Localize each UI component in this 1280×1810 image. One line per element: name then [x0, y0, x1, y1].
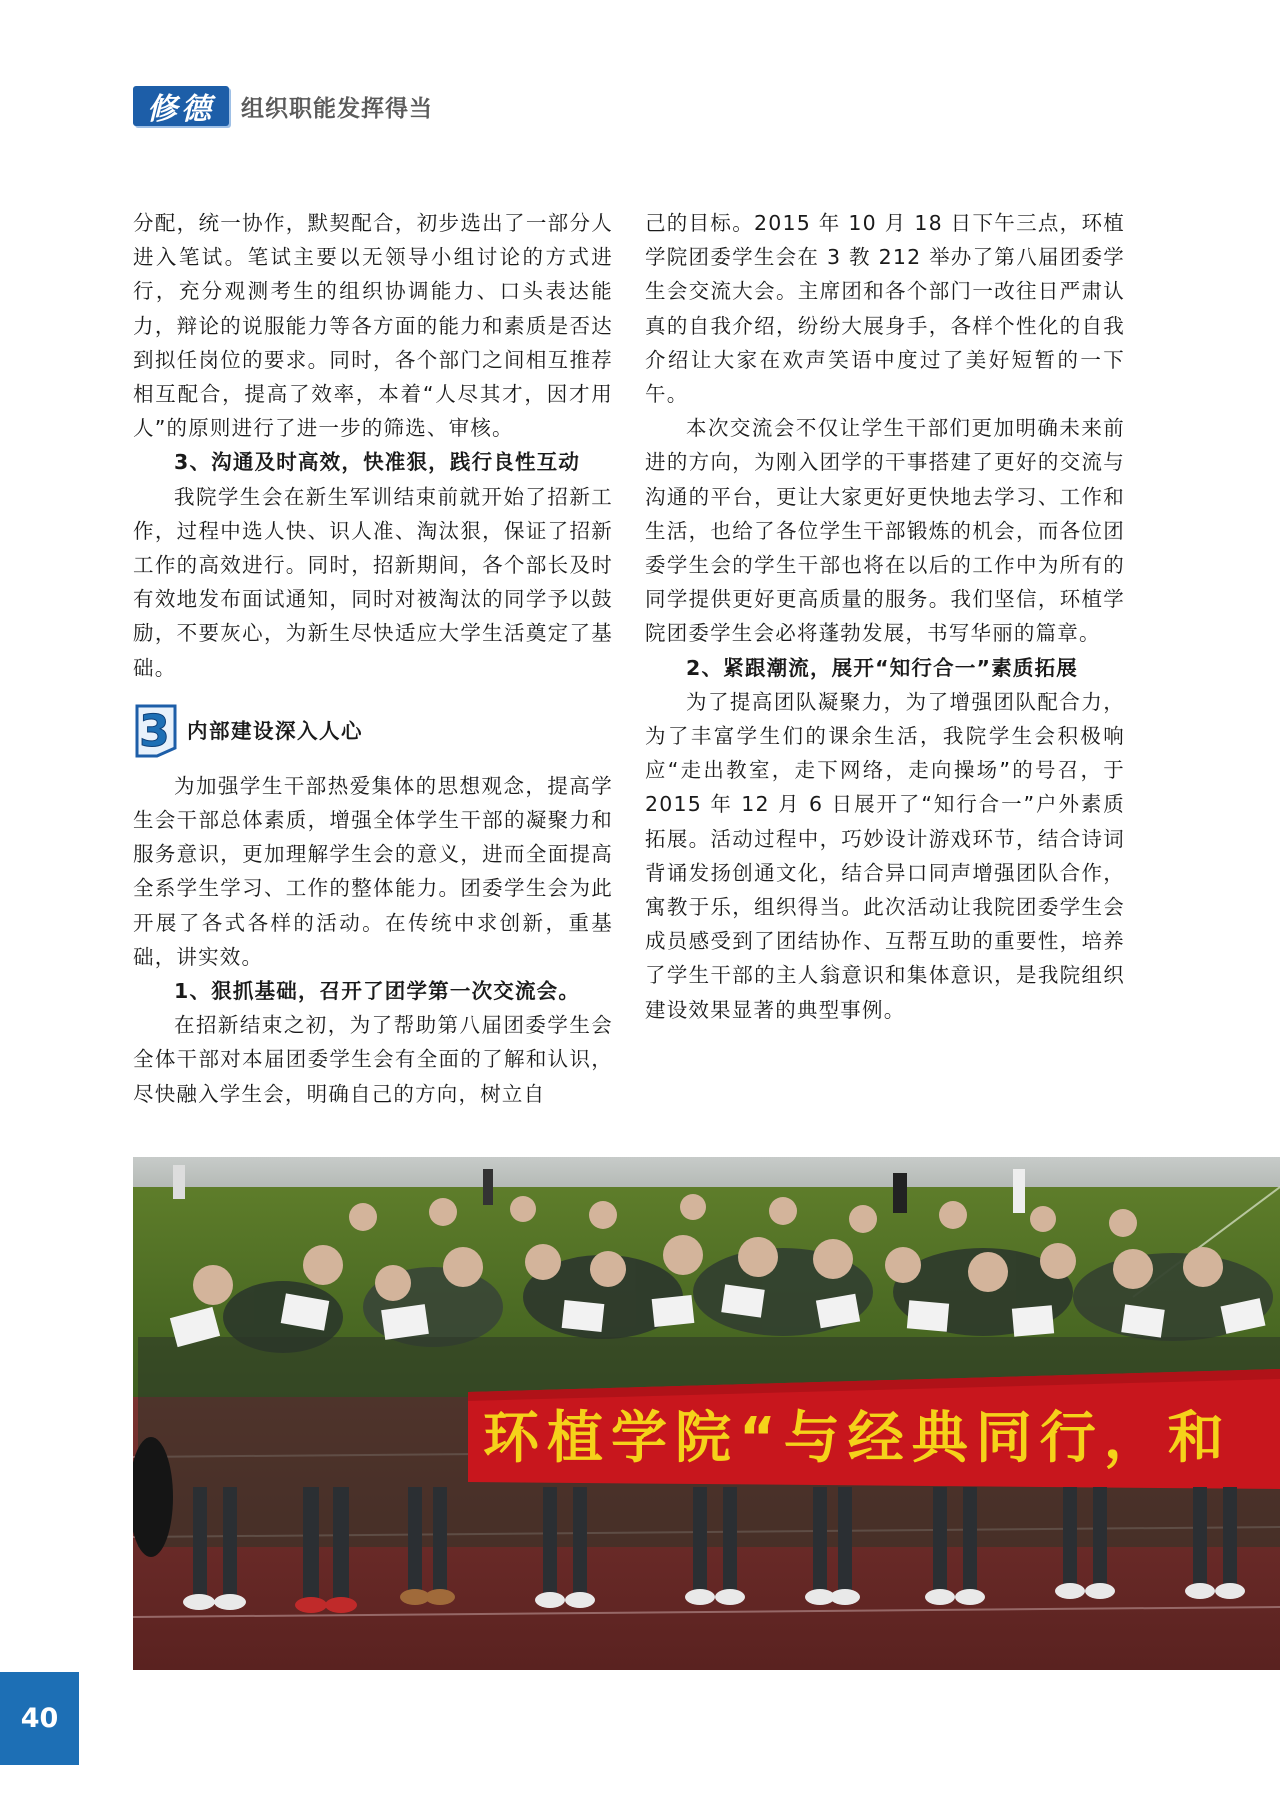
left-paragraph: 分配，统一协作，默契配合，初步选出了一部分人进入笔试。笔试主要以无领导小组讨论的方式进行，充分观测考生的组织协调能力、口头表达能力，辩论的说服能力等各方面的能力和素质是否达到拟任岗位的要求。同时，各个部门之间相互推荐相互配合，提高了效率，本着“人尽其才，因才用人”的原则进行了进一步的筛选、审核。: [133, 211, 613, 441]
event-photo: [133, 1157, 1280, 1670]
section-logo: 修德: [133, 86, 229, 126]
right-paragraph: 为了提高团队凝聚力，为了增强团队配合力，为了丰富学生们的课余生活，我院学生会积极响应“走出教室，走下网络，走向操场”的号召，于 2015 年 12 月 6 日展开了“知行合一”户外素质拓展。活动过程中，巧妙设计游戏环节，结合诗词背诵发扬创通文化，结合异口同声增强团队合作，寓教于乐，组织得当。此次活动让我院团委学生会成员感受到了团结协作、互帮互助的重要性，培养了学生干部的主人翁意识和集体意识，是我院组织建设效果显著的典型事例。: [645, 689, 1125, 1022]
section-number: 3: [139, 705, 171, 757]
left-subheading: 1、狠抓基础，召开了团学第一次交流会。: [174, 979, 581, 1004]
left-column: [133, 206, 613, 1111]
right-column: [645, 206, 1125, 1027]
right-paragraph: 本次交流会不仅让学生干部们更加明确未来前进的方向，为刚入团学的干事搭建了更好的交流与沟通的平台，更让大家更好更快地去学习、工作和生活，也给了各位学生干部锻炼的机会，而各位团委学生会的学生干部也将在以后的工作中为所有的同学提供更好更高质量的服务。我们坚信，环植学院团委学生会必将蓬勃发展，书写华丽的篇章。: [645, 416, 1125, 646]
left-subheading: 3、沟通及时高效，快准狠，践行良性互动: [174, 450, 581, 475]
right-paragraph: 己的目标。2015 年 10 月 18 日下午三点，环植学院团委学生会在 3 教 212 举办了第八届团委学生会交流大会。主席团和各个部门一改往日严肃认真的自我介绍，纷纷大展身手，各样个性化的自我介绍让大家在欢声笑语中度过了美好短暂的一下午。: [645, 211, 1125, 407]
left-paragraph: 我院学生会在新生军训结束前就开始了招新工作，过程中选人快、识人准、淘汰狠，保证了招新工作的高效进行。同时，招新期间，各个部长及时有效地发布面试通知，同时对被淘汰的同学予以鼓励，不要灰心，为新生尽快适应大学生活奠定了基础。: [133, 484, 613, 680]
section-number-badge: [133, 702, 179, 760]
left-paragraph: 在招新结束之初，为了帮助第八届团委学生会全体干部对本届团委学生会有全面的了解和认识，尽快融入学生会，明确自己的方向，树立自: [133, 1013, 613, 1106]
left-paragraph: 为加强学生干部热爱集体的思想观念，提高学生会干部总体素质，增强全体学生干部的凝聚力和服务意识，更加理解学生会的意义，进而全面提高全系学生学习、工作的整体能力。团委学生会为此开展了各式各样的活动。在传统中求创新，重基础，讲实效。: [133, 773, 613, 969]
section-heading: [133, 699, 613, 763]
page-header: [133, 86, 433, 126]
section-title: 内部建设深入人心: [187, 718, 363, 743]
page-number: 40: [0, 1672, 79, 1765]
right-subheading: 2、紧跟潮流，展开“知行合一”素质拓展: [686, 655, 1079, 680]
header-title: 组织职能发挥得当: [241, 95, 433, 122]
banner-text: 环植学院“与经典同行，和: [483, 1406, 1232, 1471]
